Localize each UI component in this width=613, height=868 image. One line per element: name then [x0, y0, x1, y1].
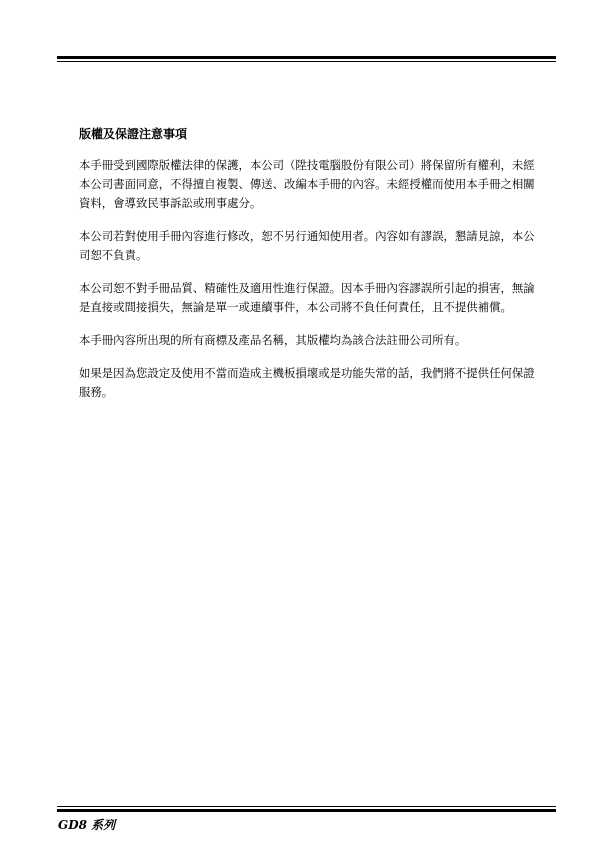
footer-rule-thin [57, 806, 556, 807]
footer-rule-thick [57, 809, 556, 812]
paragraph-copyright: 本手冊受到國際版權法律的保護，本公司（陞技電腦股份有限公司）將保留所有權利，未經本公司書面同意，不得擅自複製、傳送、改編本手冊的內容。未經授權而使用本手冊之相關資料，會導致民事訴訟或刑事處分。 [79, 158, 535, 210]
paragraph-misuse: 如果是因為您設定及使用不當而造成主機板損壞或是功能失常的話，我們將不提供任何保證服務。 [79, 366, 535, 399]
footer-series-label: GD8 系列 [58, 818, 116, 832]
section-heading: 版權及保證注意事項 [79, 127, 188, 141]
paragraph-modification: 本公司若對使用手冊內容進行修改，恕不另行通知使用者。內容如有謬誤，懇請見諒，本公司恕不負責。 [79, 229, 535, 262]
paragraph-trademarks: 本手冊內容所出現的所有商標及產品名稱，其版權均為該合法註冊公司所有。 [79, 333, 467, 347]
header-rule-thin [57, 61, 556, 62]
header-rule-thick [57, 56, 556, 59]
paragraph-warranty: 本公司恕不對手冊品質、精確性及適用性進行保證。因本手冊內容謬誤所引起的損害，無論是直接或間接損失，無論是單一或連續事件，本公司將不負任何責任，且不提供補償。 [79, 281, 535, 314]
document-body [79, 126, 541, 416]
